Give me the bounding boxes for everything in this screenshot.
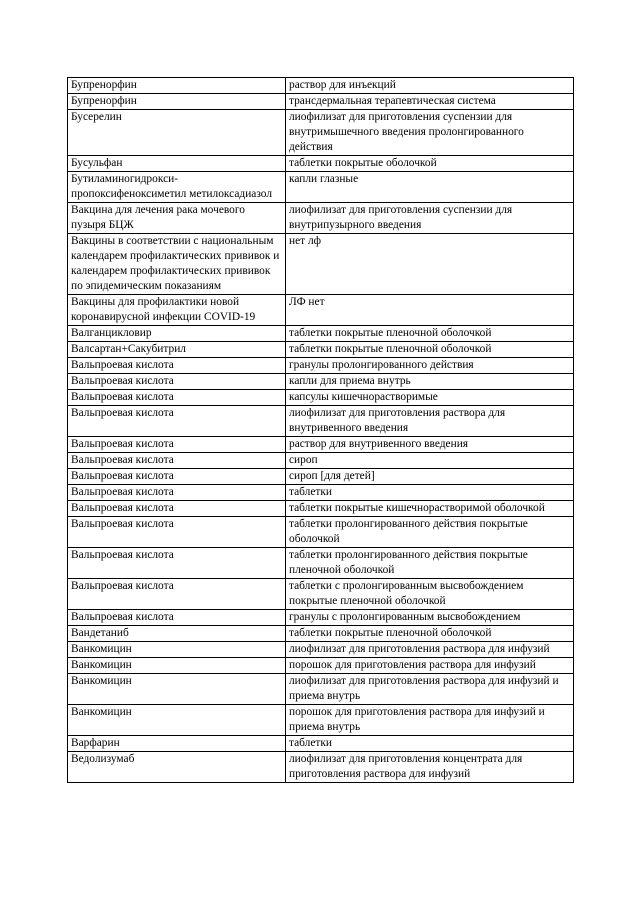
table-row — [68, 94, 574, 110]
table-row — [68, 610, 574, 626]
table-row — [68, 374, 574, 390]
drug-name-cell: Вальпроевая кислота — [68, 548, 286, 579]
table-row — [68, 437, 574, 453]
table-row — [68, 752, 574, 783]
dosage-form-cell: трансдермальная терапевтическая система — [286, 94, 574, 110]
table-row — [68, 342, 574, 358]
dosage-form-cell: лиофилизат для приготовления раствора для внутривенного введения — [286, 406, 574, 437]
dosage-form-cell: лиофилизат для приготовления концентрата для приготовления раствора для инфузий — [286, 752, 574, 783]
table-row — [68, 705, 574, 736]
dosage-form-cell: таблетки — [286, 485, 574, 501]
drug-name-cell: Валсартан+Сакубитрил — [68, 342, 286, 358]
drug-name-cell: Валганцикловир — [68, 326, 286, 342]
dosage-form-cell: сироп — [286, 453, 574, 469]
drug-name-cell: Вальпроевая кислота — [68, 610, 286, 626]
table-row — [68, 203, 574, 234]
table-row — [68, 406, 574, 437]
dosage-form-cell: гранулы пролонгированного действия — [286, 358, 574, 374]
table-row — [68, 658, 574, 674]
drug-name-cell: Вакцины в соответствии с национальным календарем профилактических прививок и календарем профилактических прививок по эпидемическим показаниям — [68, 234, 286, 295]
drug-name-cell: Вакцина для лечения рака мочевого пузыря БЦЖ — [68, 203, 286, 234]
drug-name-cell: Ванкомицин — [68, 658, 286, 674]
table-row — [68, 78, 574, 94]
table-row — [68, 642, 574, 658]
dosage-form-cell: таблетки пролонгированного действия покрытые оболочкой — [286, 517, 574, 548]
drug-name-cell: Бупренорфин — [68, 78, 286, 94]
table-row — [68, 548, 574, 579]
table-row — [68, 579, 574, 610]
dosage-form-cell: капсулы кишечнорастворимые — [286, 390, 574, 406]
drug-name-cell: Вакцины для профилактики новой коронавирусной инфекции COVID-19 — [68, 295, 286, 326]
drug-name-cell: Вальпроевая кислота — [68, 358, 286, 374]
drug-name-cell: Вандетаниб — [68, 626, 286, 642]
dosage-form-cell: лиофилизат для приготовления раствора для инфузий — [286, 642, 574, 658]
drug-name-cell: Ванкомицин — [68, 705, 286, 736]
dosage-form-cell: ЛФ нет — [286, 295, 574, 326]
drug-name-cell: Вальпроевая кислота — [68, 374, 286, 390]
table-row — [68, 517, 574, 548]
dosage-form-cell: таблетки покрытые пленочной оболочкой — [286, 326, 574, 342]
dosage-form-cell: гранулы с пролонгированным высвобождением — [286, 610, 574, 626]
drug-name-cell: Вальпроевая кислота — [68, 579, 286, 610]
dosage-form-cell: таблетки — [286, 736, 574, 752]
dosage-form-cell: раствор для внутривенного введения — [286, 437, 574, 453]
dosage-form-cell: лиофилизат для приготовления суспензии для внутримышечного введения пролонгированного действия — [286, 110, 574, 156]
dosage-form-cell: таблетки с пролонгированным высвобождением покрытые пленочной оболочкой — [286, 579, 574, 610]
drug-name-cell: Ванкомицин — [68, 642, 286, 658]
dosage-form-cell: раствор для инъекций — [286, 78, 574, 94]
drug-name-cell: Бутиламиногидрокси-пропоксифеноксиметил метилоксадиазол — [68, 172, 286, 203]
table-row — [68, 453, 574, 469]
dosage-form-cell: сироп [для детей] — [286, 469, 574, 485]
dosage-form-cell: таблетки пролонгированного действия покрытые пленочной оболочкой — [286, 548, 574, 579]
drug-name-cell: Вальпроевая кислота — [68, 517, 286, 548]
table-row — [68, 469, 574, 485]
dosage-form-cell: порошок для приготовления раствора для инфузий — [286, 658, 574, 674]
table-row — [68, 674, 574, 705]
drug-name-cell: Вальпроевая кислота — [68, 501, 286, 517]
drug-name-cell: Вальпроевая кислота — [68, 406, 286, 437]
table-row — [68, 234, 574, 295]
table-row — [68, 485, 574, 501]
table-row — [68, 736, 574, 752]
table-row — [68, 390, 574, 406]
table-row — [68, 626, 574, 642]
dosage-form-cell: таблетки покрытые оболочкой — [286, 156, 574, 172]
dosage-form-cell: капли для приема внутрь — [286, 374, 574, 390]
dosage-form-cell: капли глазные — [286, 172, 574, 203]
table-row — [68, 326, 574, 342]
drug-name-cell: Варфарин — [68, 736, 286, 752]
drug-table — [67, 77, 574, 783]
dosage-form-cell: таблетки покрытые кишечнорастворимой оболочкой — [286, 501, 574, 517]
dosage-form-cell: лиофилизат для приготовления раствора для инфузий и приема внутрь — [286, 674, 574, 705]
drug-name-cell: Вальпроевая кислота — [68, 437, 286, 453]
drug-name-cell: Вальпроевая кислота — [68, 390, 286, 406]
table-body — [68, 78, 574, 783]
table-row — [68, 295, 574, 326]
drug-name-cell: Бупренорфин — [68, 94, 286, 110]
drug-name-cell: Бусульфан — [68, 156, 286, 172]
table-row — [68, 172, 574, 203]
drug-name-cell: Ведолизумаб — [68, 752, 286, 783]
dosage-form-cell: таблетки покрытые пленочной оболочкой — [286, 626, 574, 642]
dosage-form-cell: порошок для приготовления раствора для инфузий и приема внутрь — [286, 705, 574, 736]
table-row — [68, 110, 574, 156]
drug-name-cell: Вальпроевая кислота — [68, 469, 286, 485]
drug-name-cell: Бусерелин — [68, 110, 286, 156]
table-row — [68, 358, 574, 374]
dosage-form-cell: нет лф — [286, 234, 574, 295]
drug-name-cell: Вальпроевая кислота — [68, 485, 286, 501]
drug-name-cell: Ванкомицин — [68, 674, 286, 705]
table-row — [68, 501, 574, 517]
drug-name-cell: Вальпроевая кислота — [68, 453, 286, 469]
dosage-form-cell: таблетки покрытые пленочной оболочкой — [286, 342, 574, 358]
table-row — [68, 156, 574, 172]
dosage-form-cell: лиофилизат для приготовления суспензии для внутрипузырного введения — [286, 203, 574, 234]
